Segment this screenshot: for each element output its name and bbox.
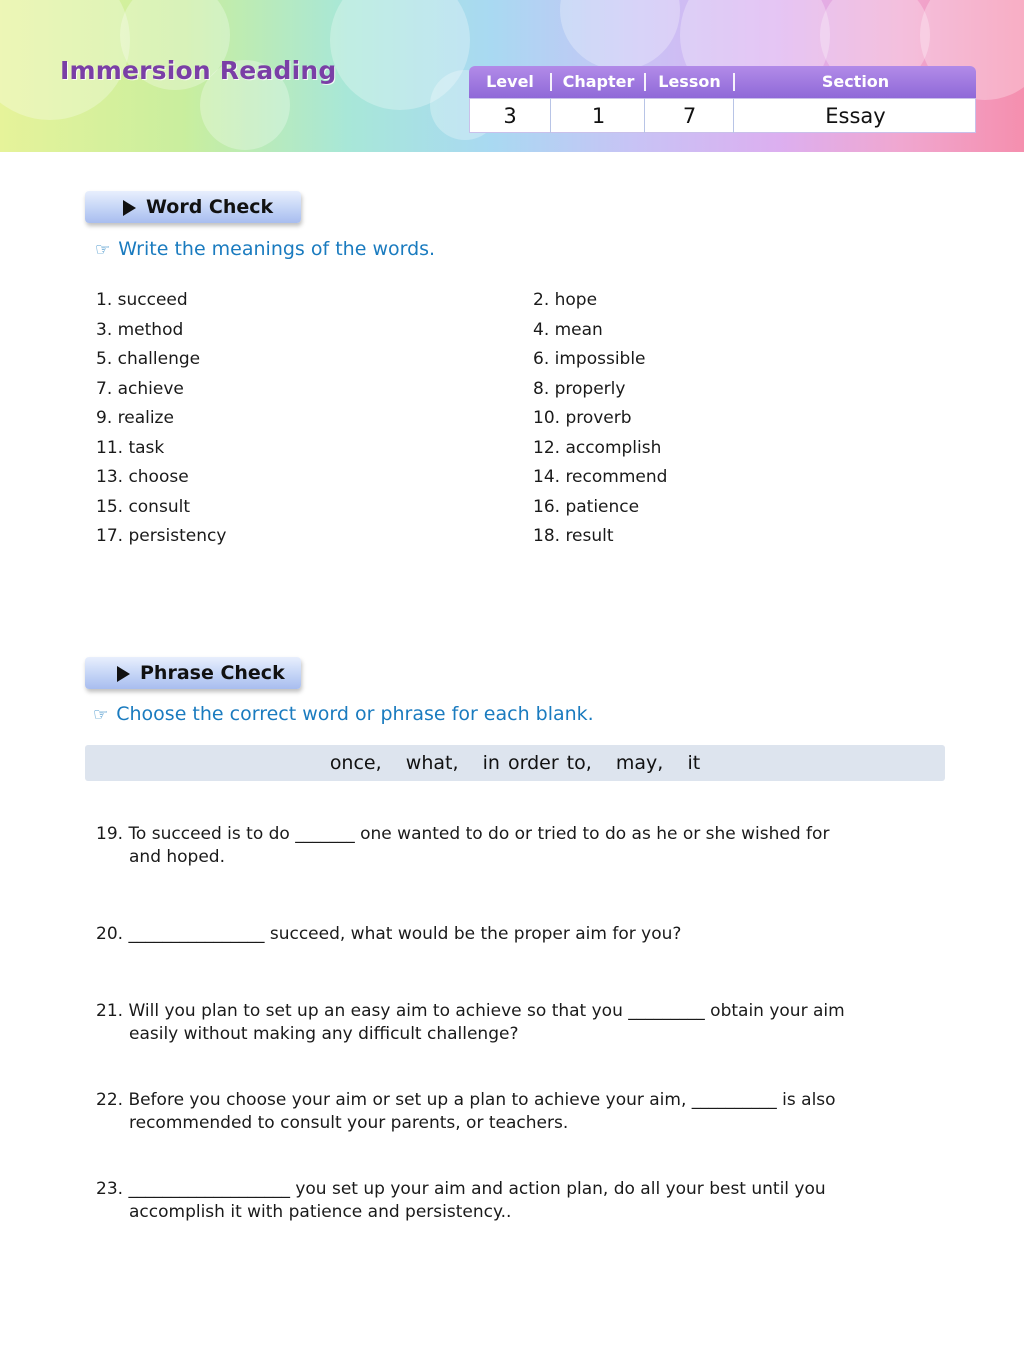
level-header: Level	[486, 72, 534, 91]
word-item: 12. accomplish	[533, 438, 662, 458]
question-item	[96, 823, 876, 869]
question-line: and hoped.	[129, 847, 226, 867]
word-item: 11. task	[96, 438, 165, 458]
play-triangle-icon	[123, 200, 136, 216]
word-check-heading	[85, 191, 301, 223]
word-item: 13. choose	[96, 467, 189, 487]
question-line: recommended to consult your parents, or teachers.	[129, 1113, 569, 1133]
word-item: 14. recommend	[533, 467, 668, 487]
lesson-info-table	[469, 66, 976, 133]
lesson-value: 7	[682, 104, 697, 128]
chapter-value: 1	[591, 104, 606, 128]
word-item: 5. challenge	[96, 349, 201, 369]
word-item: 4. mean	[533, 320, 603, 340]
word-item: 8. properly	[533, 379, 626, 399]
word-item: 15. consult	[96, 497, 190, 517]
question-item	[96, 1000, 876, 1046]
app-title: Immersion Reading	[60, 56, 337, 85]
question-item	[96, 1089, 876, 1135]
word-item: 1. succeed	[96, 290, 188, 310]
section-header: Section	[821, 72, 890, 91]
word-check-instruction-text: Write the meanings of the words.	[118, 238, 436, 260]
question-line: 21. Will you plan to set up an easy aim to achieve so that you _________ obtain your aim	[96, 1001, 845, 1021]
word-item: 9. realize	[96, 408, 174, 428]
question-item	[96, 923, 876, 946]
word-item: 6. impossible	[533, 349, 646, 369]
word-item: 2. hope	[533, 290, 598, 310]
question-line: 19. To succeed is to do _______ one wanted to do or tried to do as he or she wished for	[96, 824, 830, 844]
question-line: 20. ________________ succeed, what would be the proper aim for you?	[96, 924, 682, 944]
pointing-hand-icon: ☞	[93, 705, 109, 725]
word-item: 16. patience	[533, 497, 640, 517]
phrase-check-heading	[85, 657, 301, 689]
word-item: 3. method	[96, 320, 184, 340]
word-check-instruction	[95, 238, 435, 260]
pointing-hand-icon: ☞	[95, 240, 111, 260]
phrase-check-label: Phrase Check	[140, 662, 285, 684]
word-item: 10. proverb	[533, 408, 632, 428]
chapter-header: Chapter	[562, 72, 635, 91]
phrase-check-instruction	[93, 703, 594, 725]
word-item: 18. result	[533, 526, 614, 546]
word-item: 17. persistency	[96, 526, 227, 546]
lesson-header: Lesson	[658, 72, 721, 91]
level-value: 3	[503, 104, 517, 128]
header-banner	[0, 0, 1024, 152]
question-line: 22. Before you choose your aim or set up a plan to achieve your aim, __________ is also	[96, 1090, 836, 1110]
question-line: easily without making any difficult challenge?	[129, 1024, 519, 1044]
question-line: 23. ___________________ you set up your aim and action plan, do all your best until you	[96, 1179, 826, 1199]
word-check-label: Word Check	[146, 196, 274, 218]
section-value: Essay	[825, 104, 886, 128]
question-item	[96, 1178, 876, 1224]
word-bank: once, what, in order to, may, it	[85, 745, 945, 781]
question-line: accomplish it with patience and persistency..	[129, 1202, 512, 1222]
phrase-check-instruction-text: Choose the correct word or phrase for each blank.	[116, 703, 594, 725]
play-triangle-icon	[117, 666, 130, 682]
word-item: 7. achieve	[96, 379, 184, 399]
